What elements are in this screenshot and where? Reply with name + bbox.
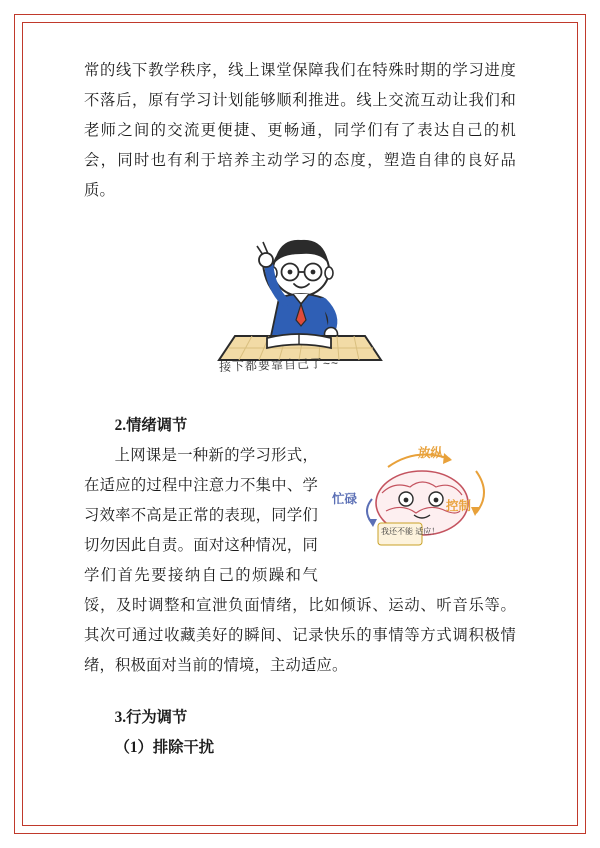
spacer bbox=[84, 681, 516, 703]
spacer bbox=[84, 389, 516, 411]
page-content bbox=[84, 56, 516, 763]
figure1-caption: 接下都要靠自己了~~ bbox=[218, 355, 340, 375]
heading-section-3: 3.行为调节 bbox=[114, 709, 188, 726]
heading-section-2: 2.情绪调节 bbox=[114, 417, 188, 434]
label-inner-note: 我还不能 适应！ bbox=[381, 527, 440, 536]
section-2-body bbox=[84, 441, 516, 681]
label-control: 控制 bbox=[446, 499, 472, 513]
paragraph-section-2: 上网课是一种新的学习形式，在适应的过程中注意力不集中、学习效率不高是正常的表现，同学们切勿因此自责。面对这种情况，同学们首先要接纳自己的烦躁和气馁，及时调整和宣泄负面情绪，比如倾诉、运动、听音乐等。其次可通过收藏美好的瞬间、记录快乐的事情等方式调积极情绪，积极面对当前的情境，主动适应。 bbox=[84, 447, 516, 674]
boy-studying-illustration bbox=[195, 224, 405, 389]
subheading-section-3-1: （1）排除干扰 bbox=[114, 739, 215, 756]
brain-emotion-svg bbox=[326, 441, 516, 581]
label-busy: 忙碌 bbox=[332, 492, 358, 506]
brain-emotion-illustration bbox=[326, 441, 516, 581]
label-indulgence: 放纵 bbox=[418, 446, 444, 460]
paragraph-opening: 常的线下教学秩序，线上课堂保障我们在特殊时期的学习进度不落后，原有学习计划能够顺利推进。线上交流互动让我们和老师之间的交流更便捷、更畅通，同学们有了表达自己的机会，同时也有利于培养主动学习的态度，塑造自律的良好品质。 bbox=[84, 62, 516, 199]
